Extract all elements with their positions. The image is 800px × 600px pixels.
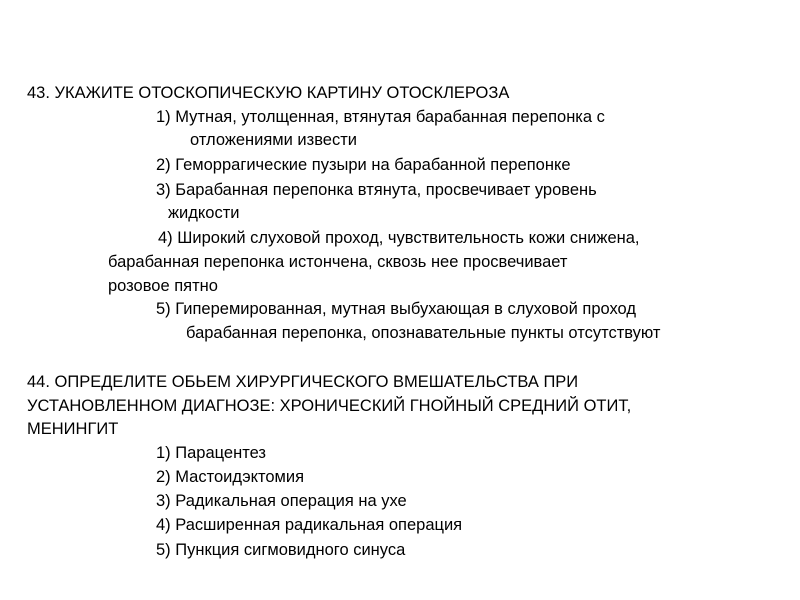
question-43-title: 43. УКАЖИТЕ ОТОСКОПИЧЕСКУЮ КАРТИНУ ОТОСКЛЕРОЗА (27, 84, 510, 102)
q43-option-4-line-3: розовое пятно (108, 277, 218, 295)
q43-option-3-line-1: 3) Барабанная перепонка втянута, просвечивает уровень (156, 181, 597, 199)
q43-option-1-line-1: 1) Мутная, утолщенная, втянутая барабанная перепонка с (156, 108, 605, 126)
q44-option-1: 1) Парацентез (156, 444, 266, 462)
q44-option-5: 5) Пункция сигмовидного синуса (156, 541, 406, 559)
question-44-title-line-2: УСТАНОВЛЕННОМ ДИАГНОЗЕ: ХРОНИЧЕСКИЙ ГНОЙНЫЙ СРЕДНИЙ ОТИТ, (27, 397, 632, 415)
q43-option-5-line-2: барабанная перепонка, опознавательные пункты отсутствуют (186, 324, 661, 342)
q43-option-1-line-2: отложениями извести (190, 131, 357, 149)
question-44-title-line-1: 44. ОПРЕДЕЛИТЕ ОБЬЕМ ХИРУРГИЧЕСКОГО ВМЕШАТЕЛЬСТВА ПРИ (27, 373, 579, 391)
q43-option-4-line-1: 4) Широкий слуховой проход, чувствительность кожи снижена, (158, 229, 640, 247)
q43-option-3-line-2: жидкости (168, 204, 240, 222)
q43-option-5-line-1: 5) Гиперемированная, мутная выбухающая в слуховой проход (156, 300, 636, 318)
q43-option-4-line-2: барабанная перепонка истончена, сквозь нее просвечивает (108, 253, 568, 271)
q44-option-2: 2) Мастоидэктомия (156, 468, 305, 486)
question-44-title-line-3: МЕНИНГИТ (27, 420, 119, 438)
q44-option-3: 3) Радикальная операция на ухе (156, 492, 407, 510)
q43-option-2: 2) Геморрагические пузыри на барабанной перепонке (156, 156, 571, 174)
q44-option-4: 4) Расширенная радикальная операция (156, 516, 463, 534)
